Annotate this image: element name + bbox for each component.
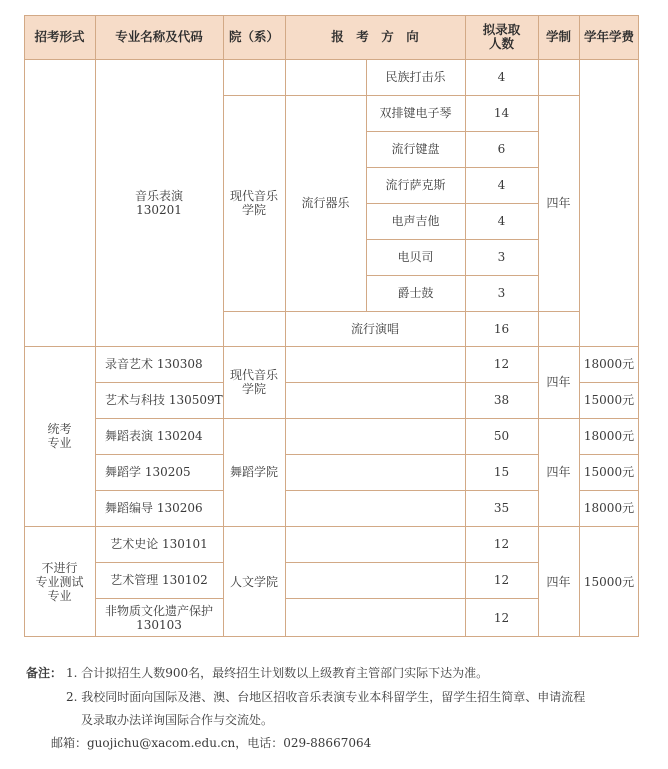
sub-direction: 民族打击乐 xyxy=(385,70,446,84)
duration: 四年 xyxy=(546,574,571,589)
table-border xyxy=(95,562,223,563)
tuition: 18000元 xyxy=(583,357,635,371)
table-border xyxy=(95,15,96,637)
header-direction: 报 考 方 向 xyxy=(285,15,465,59)
direction-pop-instrumental: 流行器乐 xyxy=(301,196,350,210)
table-border xyxy=(366,167,538,168)
enrollment-count: 3 xyxy=(497,250,506,264)
enrollment-count: 50 xyxy=(493,429,510,443)
major-dance-studies: 舞蹈学 130205 xyxy=(105,465,191,479)
sub-direction: 爵士鼓 xyxy=(397,286,434,300)
table-border xyxy=(95,454,223,455)
enrollment-count: 12 xyxy=(493,537,510,551)
table-border xyxy=(285,15,286,637)
enrollment-count: 4 xyxy=(497,178,506,192)
table-border xyxy=(95,382,223,383)
enrollment-count: 38 xyxy=(493,393,510,407)
major-art-management: 艺术管理 130102 xyxy=(110,573,208,587)
tuition: 15000元 xyxy=(583,574,635,589)
table-border xyxy=(223,95,579,96)
table-border xyxy=(579,490,639,491)
enrollment-count: 14 xyxy=(493,106,510,120)
enrollment-count: 16 xyxy=(493,322,510,336)
header-tuition: 学年学费 xyxy=(579,15,639,59)
major-dance-performance: 舞蹈表演 130204 xyxy=(105,429,203,443)
tuition: 18000元 xyxy=(583,429,635,443)
duration: 四年 xyxy=(546,375,571,389)
note-item-1: 1. 合计拟招生人数900名，最终招生计划数以上级教育主管部门实际下达为准。 xyxy=(66,666,489,680)
duration: 四年 xyxy=(546,465,571,479)
enrollment-count: 15 xyxy=(493,465,510,479)
major-intangible-heritage: 非物质文化遗产保护 130103 xyxy=(104,603,213,632)
major-music-performance: 音乐表演 130201 xyxy=(134,188,183,217)
table-border xyxy=(24,15,25,637)
table-border xyxy=(285,598,538,599)
table-border xyxy=(24,526,639,527)
college-modern-music: 现代音乐 学院 xyxy=(229,189,278,217)
table-border xyxy=(538,15,539,637)
table-border xyxy=(24,59,639,60)
table-border xyxy=(579,382,639,383)
enrollment-count: 3 xyxy=(497,286,506,300)
major-choreography: 舞蹈编导 130206 xyxy=(105,501,203,515)
table-border xyxy=(95,490,223,491)
sub-direction: 流行萨克斯 xyxy=(385,178,446,192)
header-college: 院（系） xyxy=(223,15,285,59)
college-modern-music: 现代音乐 学院 xyxy=(229,368,278,396)
college-dance: 舞蹈学院 xyxy=(229,465,278,479)
table-border xyxy=(24,15,639,16)
admission-type-unified: 统考 专业 xyxy=(47,422,72,450)
tuition: 18000元 xyxy=(583,501,635,515)
header-duration: 学制 xyxy=(538,15,579,59)
notes-label: 备注： xyxy=(26,666,63,680)
table-border xyxy=(366,203,538,204)
enrollment-count: 12 xyxy=(493,573,510,587)
table-border xyxy=(24,636,639,637)
major-art-history: 艺术史论 130101 xyxy=(110,537,208,551)
note-item-2-cont: 及录取办法详询国际合作与交流处。 xyxy=(81,713,274,727)
table-border xyxy=(285,454,538,455)
sub-direction: 电贝司 xyxy=(397,250,434,264)
enrollment-count: 35 xyxy=(493,501,510,515)
enrollment-count: 4 xyxy=(497,214,506,228)
enrollment-count: 12 xyxy=(493,610,510,625)
direction-pop-vocal: 流行演唱 xyxy=(350,322,399,336)
enrollment-count: 12 xyxy=(493,357,510,371)
table-border xyxy=(579,454,639,455)
table-border xyxy=(366,131,538,132)
sub-direction: 流行键盘 xyxy=(391,142,440,156)
table-border xyxy=(223,15,224,637)
table-border xyxy=(465,15,466,637)
enrollment-count: 4 xyxy=(497,70,506,84)
table-border xyxy=(285,382,538,383)
contact-info: 邮箱：guojichu@xacom.edu.cn，电话：029-88667064 xyxy=(51,736,372,750)
sub-direction: 双排键电子琴 xyxy=(379,106,452,120)
table-border xyxy=(366,275,538,276)
tuition: 15000元 xyxy=(583,393,635,407)
college-humanities: 人文学院 xyxy=(229,574,278,589)
sub-direction: 电声吉他 xyxy=(391,214,440,228)
major-art-technology: 艺术与科技 130509T xyxy=(105,393,223,407)
admission-type-no-test: 不进行 专业测试 专业 xyxy=(35,560,84,603)
table-border xyxy=(366,59,367,311)
table-border xyxy=(24,346,639,347)
note-item-2: 2. 我校同时面向国际及港、澳、台地区招收音乐表演专业本科留学生，留学生招生简章、申请流程 xyxy=(66,690,586,704)
duration: 四年 xyxy=(546,196,571,210)
header-admission-type: 招考形式 xyxy=(24,15,95,59)
header-major-code: 专业名称及代码 xyxy=(95,15,223,59)
table-border xyxy=(223,311,579,312)
table-border xyxy=(285,490,538,491)
enrollment-count: 6 xyxy=(497,142,506,156)
table-border xyxy=(638,15,639,637)
header-enrollment: 拟录取 人数 xyxy=(465,15,538,59)
table-border xyxy=(95,418,639,419)
table-border xyxy=(285,562,538,563)
table-border xyxy=(366,239,538,240)
admission-table xyxy=(24,15,639,637)
table-border xyxy=(95,598,223,599)
tuition: 15000元 xyxy=(583,465,635,479)
major-recording-art: 录音艺术 130308 xyxy=(105,357,203,371)
table-border xyxy=(579,15,580,637)
